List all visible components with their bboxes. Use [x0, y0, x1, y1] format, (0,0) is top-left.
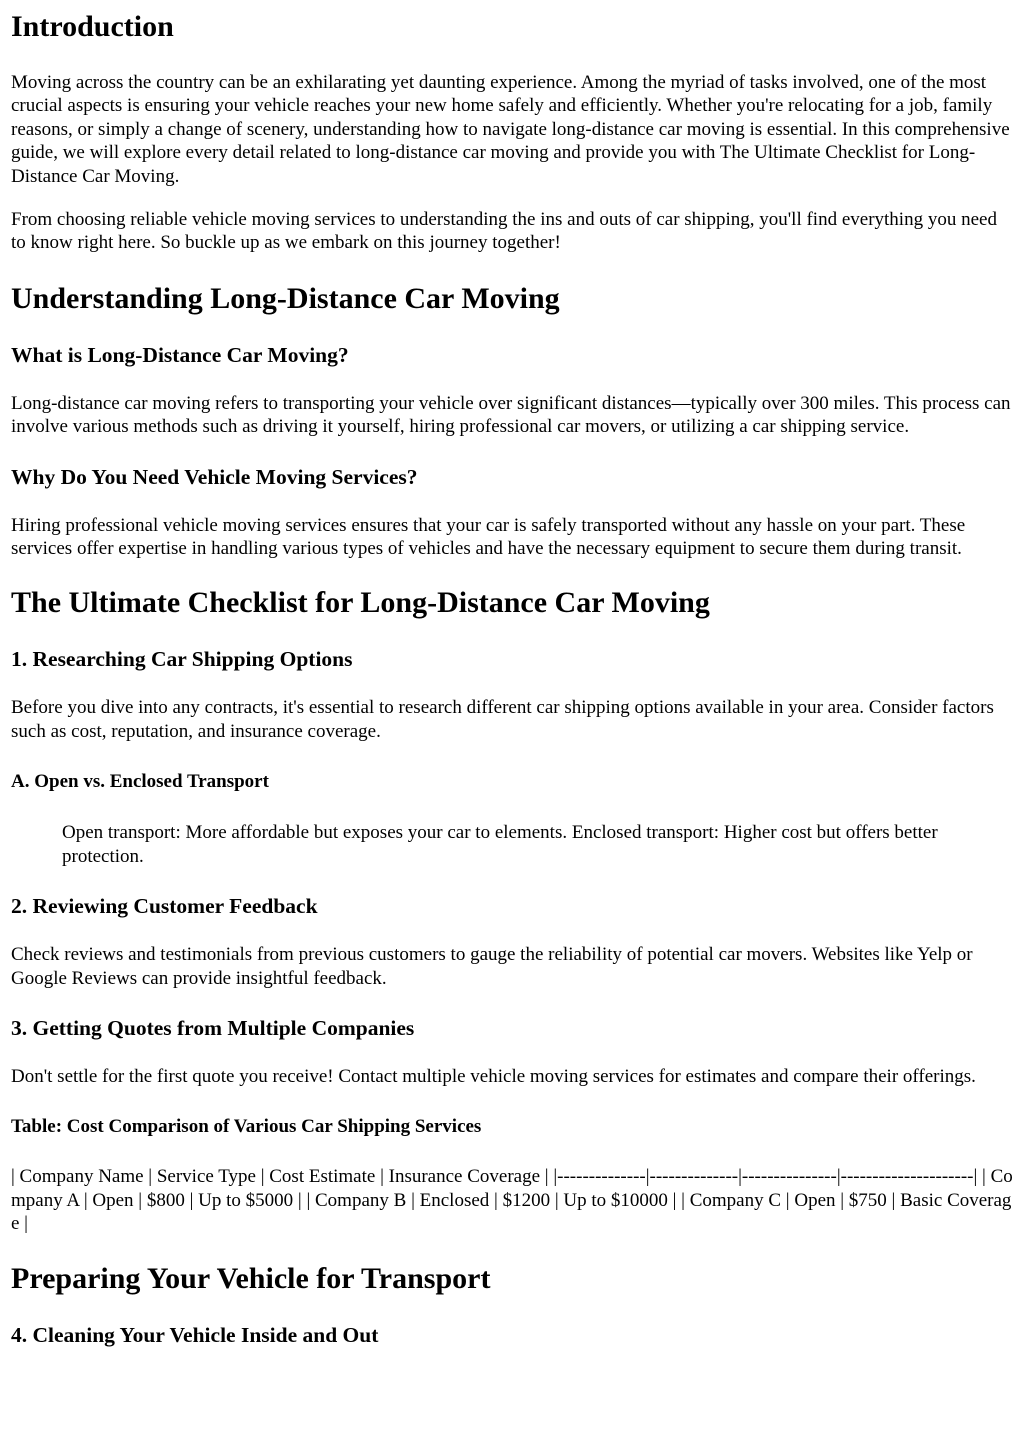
intro-paragraph-2: From choosing reliable vehicle moving services to understanding the ins and outs of car shipping, you'll find everything you need to know right here. So buckle up as we embark on this journey together!: [11, 209, 997, 254]
why-heading: Why Do You Need Vehicle Moving Services?: [11, 464, 418, 489]
intro-heading: Introduction: [11, 10, 174, 43]
section-1a-heading: A. Open vs. Enclosed Transport: [11, 771, 269, 793]
section-3-paragraph: Don't settle for the first quote you receive! Contact multiple vehicle moving services for estimates and compare their offerings.: [11, 1065, 976, 1087]
checklist-heading: The Ultimate Checklist for Long-Distance Car Moving: [11, 586, 710, 620]
preparing-heading: Preparing Your Vehicle for Transport: [11, 1261, 491, 1295]
understanding-heading: Understanding Long-Distance Car Moving: [11, 281, 560, 315]
section-2-heading: 2. Reviewing Customer Feedback: [11, 894, 318, 919]
section-2-paragraph: Check reviews and testimonials from previous customers to gauge the reliability of potential car movers. Websites like Yelp or Google Reviews can provide insightful feedback.: [11, 944, 973, 989]
section-3-heading: 3. Getting Quotes from Multiple Companies: [11, 1015, 415, 1040]
intro-paragraph-1: Moving across the country can be an exhilarating yet daunting experience. Among the myriad of tasks involved, one of the most crucial aspects is ensuring your vehicle reaches your new home safely and efficiently. Whether you're relocating for a job, family reasons, or simply a change of scenery, understanding how to navigate long-distance car moving is essential. In this comprehensive guide, we will explore every detail related to long-distance car moving and provide you with The Ultimate Checklist for Long-Distance Car Moving.: [11, 72, 1010, 187]
cost-comparison-table-text: | Company Name | Service Type | Cost Estimate | Insurance Coverage | |--------------|--------------|---------------|---------------------| | Company A | Open | $800 | Up to $5000 | | Company B | Enclosed | $1200 | Up to $10000 | | Company C | Open | $750 | Basic Coverage |: [11, 1166, 1013, 1235]
section-1-heading: 1. Researching Car Shipping Options: [11, 647, 353, 672]
why-paragraph: Hiring professional vehicle moving services ensures that your car is safely transported without any hassle on your part. These services offer expertise in handling various types of vehicles and have the necessary equipment to secure them during transit.: [11, 514, 966, 560]
what-is-heading: What is Long-Distance Car Moving?: [11, 342, 349, 367]
article: [0, 10, 1024, 1348]
what-is-paragraph: Long-distance car moving refers to transporting your vehicle over significant distances—typically over 300 miles. This process can involve various methods such as driving it yourself, hiring professional car movers, or utilizing a car shipping service.: [11, 392, 1011, 438]
section-4-heading: 4. Cleaning Your Vehicle Inside and Out: [11, 1322, 379, 1347]
section-1-paragraph: Before you dive into any contracts, it's essential to research different car shipping options available in your area. Consider factors such as cost, reputation, and insurance coverage.: [11, 697, 994, 742]
table-heading: Table: Cost Comparison of Various Car Shipping Services: [11, 1116, 482, 1138]
section-1a-list: Open transport: More affordable but exposes your car to elements. Enclosed transport: Higher cost but offers better protection.: [62, 822, 938, 867]
